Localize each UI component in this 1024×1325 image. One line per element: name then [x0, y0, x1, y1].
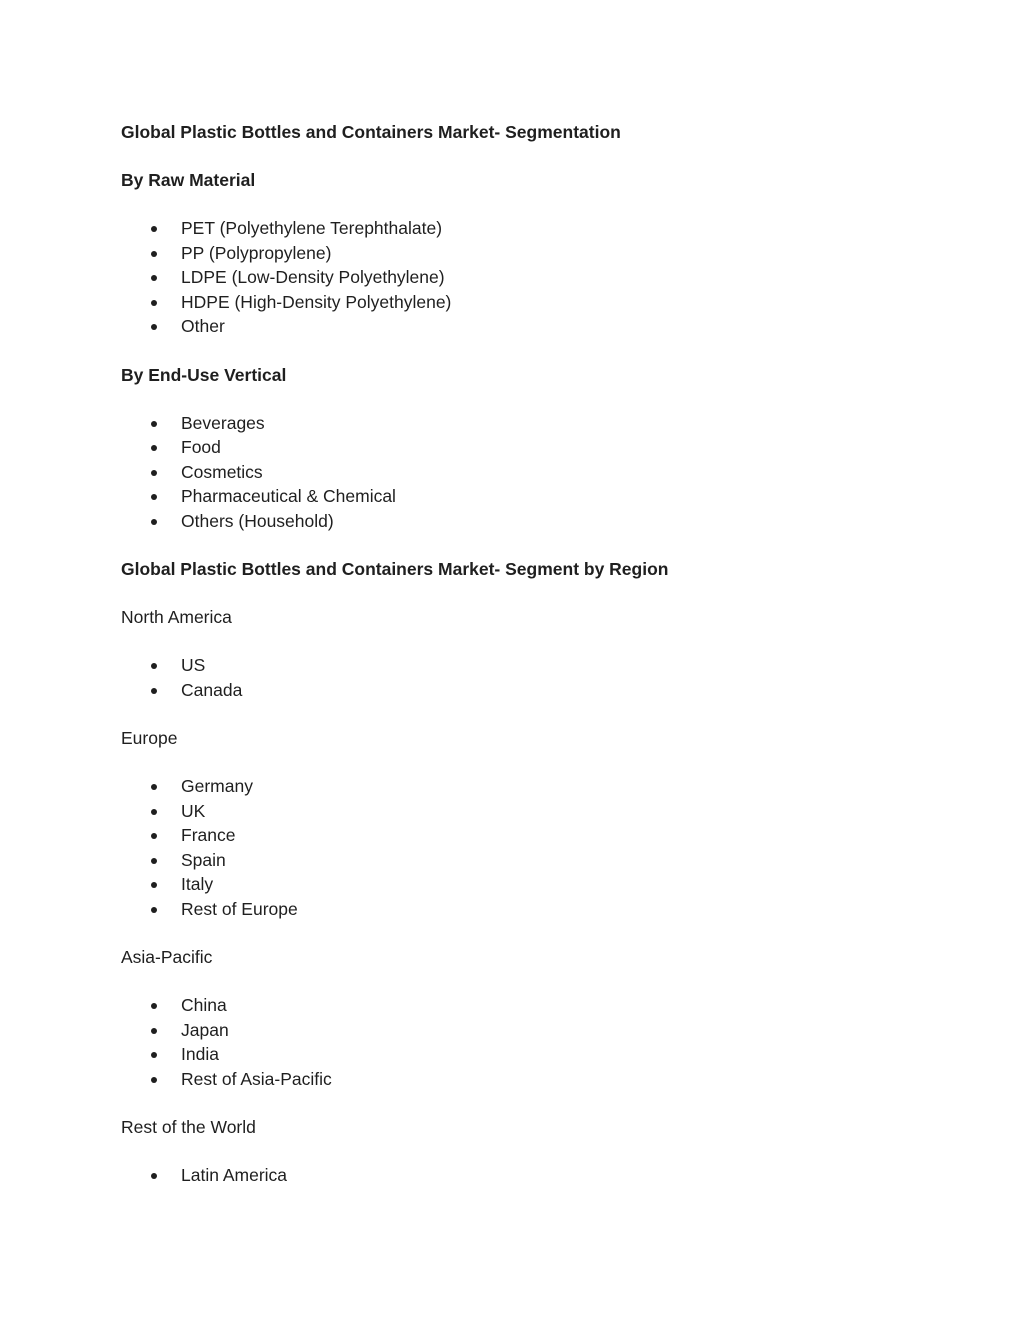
bullet-icon — [151, 1173, 157, 1179]
bullet-icon — [151, 663, 157, 669]
list-item-label: Beverages — [181, 412, 265, 433]
list-item — [121, 872, 941, 897]
list-item-label: Others (Household) — [181, 510, 334, 531]
bullet-icon — [151, 300, 157, 306]
bullet-icon — [151, 470, 157, 476]
bullet-icon — [151, 324, 157, 330]
end-use-heading: By End-Use Vertical — [121, 364, 287, 385]
list-item — [121, 993, 941, 1018]
document-page — [121, 120, 941, 1188]
bullet-icon — [151, 907, 157, 913]
bullet-icon — [151, 784, 157, 790]
list-item — [121, 1042, 941, 1067]
list-item — [121, 653, 941, 678]
list-item-label: Rest of Europe — [181, 898, 298, 919]
region-rest-of-world: Rest of the World — [121, 1117, 256, 1137]
list-item — [121, 216, 941, 241]
raw-material-heading: By Raw Material — [121, 170, 256, 190]
bullet-icon — [151, 226, 157, 232]
rest-of-world-list — [121, 1163, 941, 1188]
list-item — [121, 241, 941, 266]
list-item — [121, 290, 941, 315]
list-item-label: Rest of Asia-Pacific — [181, 1068, 332, 1089]
list-item — [121, 411, 941, 436]
list-item — [121, 897, 941, 922]
list-item-label: US — [181, 655, 206, 675]
list-item — [121, 435, 941, 460]
list-item — [121, 774, 941, 799]
list-item-label: Canada — [181, 679, 243, 700]
list-item — [121, 1163, 941, 1188]
list-item — [121, 460, 941, 485]
list-item — [121, 1018, 941, 1043]
bullet-icon — [151, 833, 157, 839]
list-item-label: LDPE (Low-Density Polyethylene) — [181, 267, 445, 287]
list-item — [121, 484, 941, 509]
list-item-label: UK — [181, 800, 206, 821]
list-item — [121, 265, 941, 290]
bullet-icon — [151, 688, 157, 694]
region-europe: Europe — [121, 728, 178, 748]
list-item — [121, 678, 941, 703]
list-item-label: PET (Polyethylene Terephthalate) — [181, 218, 443, 238]
bullet-icon — [151, 1028, 157, 1034]
list-item-label: Other — [181, 316, 225, 336]
europe-list — [121, 774, 941, 921]
list-item-label: France — [181, 825, 236, 845]
list-item-label: Germany — [181, 776, 253, 796]
bullet-icon — [151, 809, 157, 815]
bullet-icon — [151, 275, 157, 281]
list-item-label: HDPE (High-Density Polyethylene) — [181, 291, 452, 312]
list-item-label: Italy — [181, 874, 214, 894]
asia-pacific-list — [121, 993, 941, 1091]
list-item — [121, 848, 941, 873]
list-item — [121, 1067, 941, 1092]
list-item-label: Pharmaceutical & Chemical — [181, 486, 396, 506]
region-asia-pacific: Asia-Pacific — [121, 947, 213, 967]
list-item-label: Food — [181, 437, 221, 457]
list-item-label: India — [181, 1044, 219, 1064]
list-item-label: Latin America — [181, 1165, 288, 1185]
bullet-icon — [151, 1003, 157, 1009]
north-america-list — [121, 653, 941, 702]
region-title: Global Plastic Bottles and Containers Market- Segment by Region — [121, 559, 669, 579]
list-item-label: Japan — [181, 1019, 229, 1040]
bullet-icon — [151, 251, 157, 257]
bullet-icon — [151, 445, 157, 451]
list-item — [121, 823, 941, 848]
list-item-label: Cosmetics — [181, 461, 263, 482]
bullet-icon — [151, 421, 157, 427]
list-item — [121, 509, 941, 534]
bullet-icon — [151, 1052, 157, 1058]
raw-material-list — [121, 216, 941, 339]
bullet-icon — [151, 882, 157, 888]
list-item-label: China — [181, 995, 227, 1015]
list-item-label: PP (Polypropylene) — [181, 242, 332, 263]
bullet-icon — [151, 1077, 157, 1083]
segmentation-title: Global Plastic Bottles and Containers Market- Segmentation — [121, 122, 621, 142]
list-item-label: Spain — [181, 849, 226, 870]
bullet-icon — [151, 858, 157, 864]
bullet-icon — [151, 494, 157, 500]
list-item — [121, 314, 941, 339]
bullet-icon — [151, 519, 157, 525]
end-use-list — [121, 411, 941, 534]
region-north-america: North America — [121, 607, 232, 627]
list-item — [121, 799, 941, 824]
